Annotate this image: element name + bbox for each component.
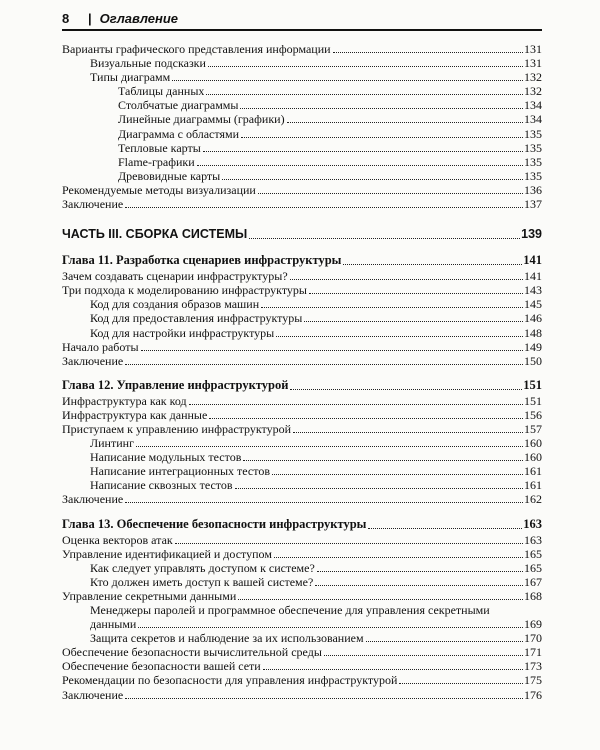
toc-entry[interactable]: Защита секретов и наблюдение за их использованием 170: [90, 631, 542, 646]
toc-entry[interactable]: Таблицы данных 132: [118, 84, 542, 99]
toc-entry[interactable]: Линтинг 160: [90, 436, 542, 451]
toc-entry[interactable]: Визуальные подсказки 131: [90, 56, 542, 71]
toc-chapter-heading[interactable]: Глава 11. Разработка сценариев инфраструктуры 141: [62, 253, 542, 268]
toc-entry[interactable]: данными 169: [90, 617, 542, 632]
toc-entry[interactable]: Оценка векторов атак 163: [62, 532, 542, 547]
toc-entry[interactable]: Как следует управлять доступом к системе? 165: [90, 560, 542, 575]
toc-entry[interactable]: Обеспечение безопасности вашей сети 173: [62, 659, 542, 674]
toc-entry[interactable]: Написание модульных тестов 160: [90, 450, 542, 465]
toc-entry[interactable]: Рекомендации по безопасности для управления инфраструктурой 175: [62, 673, 542, 688]
toc-entry[interactable]: Заключение 162: [62, 492, 542, 507]
toc-entry[interactable]: Код для предоставления инфраструктуры 146: [90, 311, 542, 326]
toc-entry[interactable]: Заключение 176: [62, 687, 542, 702]
toc-entry[interactable]: Обеспечение безопасности вычислительной среды 171: [62, 645, 542, 660]
toc-entry[interactable]: Типы диаграмм 132: [90, 70, 542, 85]
toc-entry[interactable]: Древовидные карты 135: [118, 168, 542, 183]
toc-entry[interactable]: Код для создания образов машин 145: [90, 297, 542, 312]
toc-entry[interactable]: Управление идентификацией и доступом 165: [62, 546, 542, 561]
toc-entry[interactable]: Заключение 137: [62, 197, 542, 212]
toc-entry[interactable]: Зачем создавать сценарии инфраструктуры? 141: [62, 269, 542, 284]
toc-entry[interactable]: Тепловые карты 135: [118, 140, 542, 155]
header-title: Оглавление: [99, 11, 179, 26]
toc-entry[interactable]: Flame-графики 135: [118, 154, 542, 169]
toc-entry-wrapped-line[interactable]: Менеджеры паролей и программное обеспечение для управления секретными: [90, 603, 490, 617]
toc-entry[interactable]: Заключение 150: [62, 353, 542, 368]
toc-entry[interactable]: Инфраструктура как код 151: [62, 393, 542, 408]
toc-entry[interactable]: Код для настройки инфраструктуры 148: [90, 325, 542, 340]
toc-chapter-heading[interactable]: Глава 12. Управление инфраструктурой 151: [62, 377, 542, 392]
running-header: [62, 8, 542, 31]
toc-part-heading[interactable]: ЧАСТЬ III. СБОРКА СИСТЕМЫ 139: [62, 227, 542, 242]
toc-entry[interactable]: Три подхода к моделированию инфраструктуры 143: [62, 283, 542, 298]
toc-entry[interactable]: Написание интеграционных тестов 161: [90, 464, 542, 479]
toc-entry[interactable]: Линейные диаграммы (графики) 134: [118, 112, 542, 127]
page-number: 8: [62, 11, 70, 26]
toc-entry[interactable]: Рекомендуемые методы визуализации 136: [62, 182, 542, 197]
toc-entry[interactable]: Столбчатые диаграммы 134: [118, 98, 542, 113]
toc-entry[interactable]: Управление секретными данными 168: [62, 588, 542, 603]
toc-chapter-heading[interactable]: Глава 13. Обеспечение безопасности инфраструктуры 163: [62, 516, 542, 531]
header-separator: |: [88, 11, 92, 26]
table-of-contents: [62, 42, 542, 702]
toc-entry[interactable]: Диаграмма с областями 135: [118, 126, 542, 141]
toc-entry[interactable]: Приступаем к управлению инфраструктурой 157: [62, 421, 542, 436]
toc-entry[interactable]: Варианты графического представления информации 131: [62, 42, 542, 56]
toc-entry[interactable]: Написание сквозных тестов 161: [90, 478, 542, 493]
toc-entry[interactable]: Начало работы 149: [62, 339, 542, 354]
toc-entry[interactable]: Кто должен иметь доступ к вашей системе? 167: [90, 574, 542, 589]
toc-entry[interactable]: Инфраструктура как данные 156: [62, 407, 542, 422]
